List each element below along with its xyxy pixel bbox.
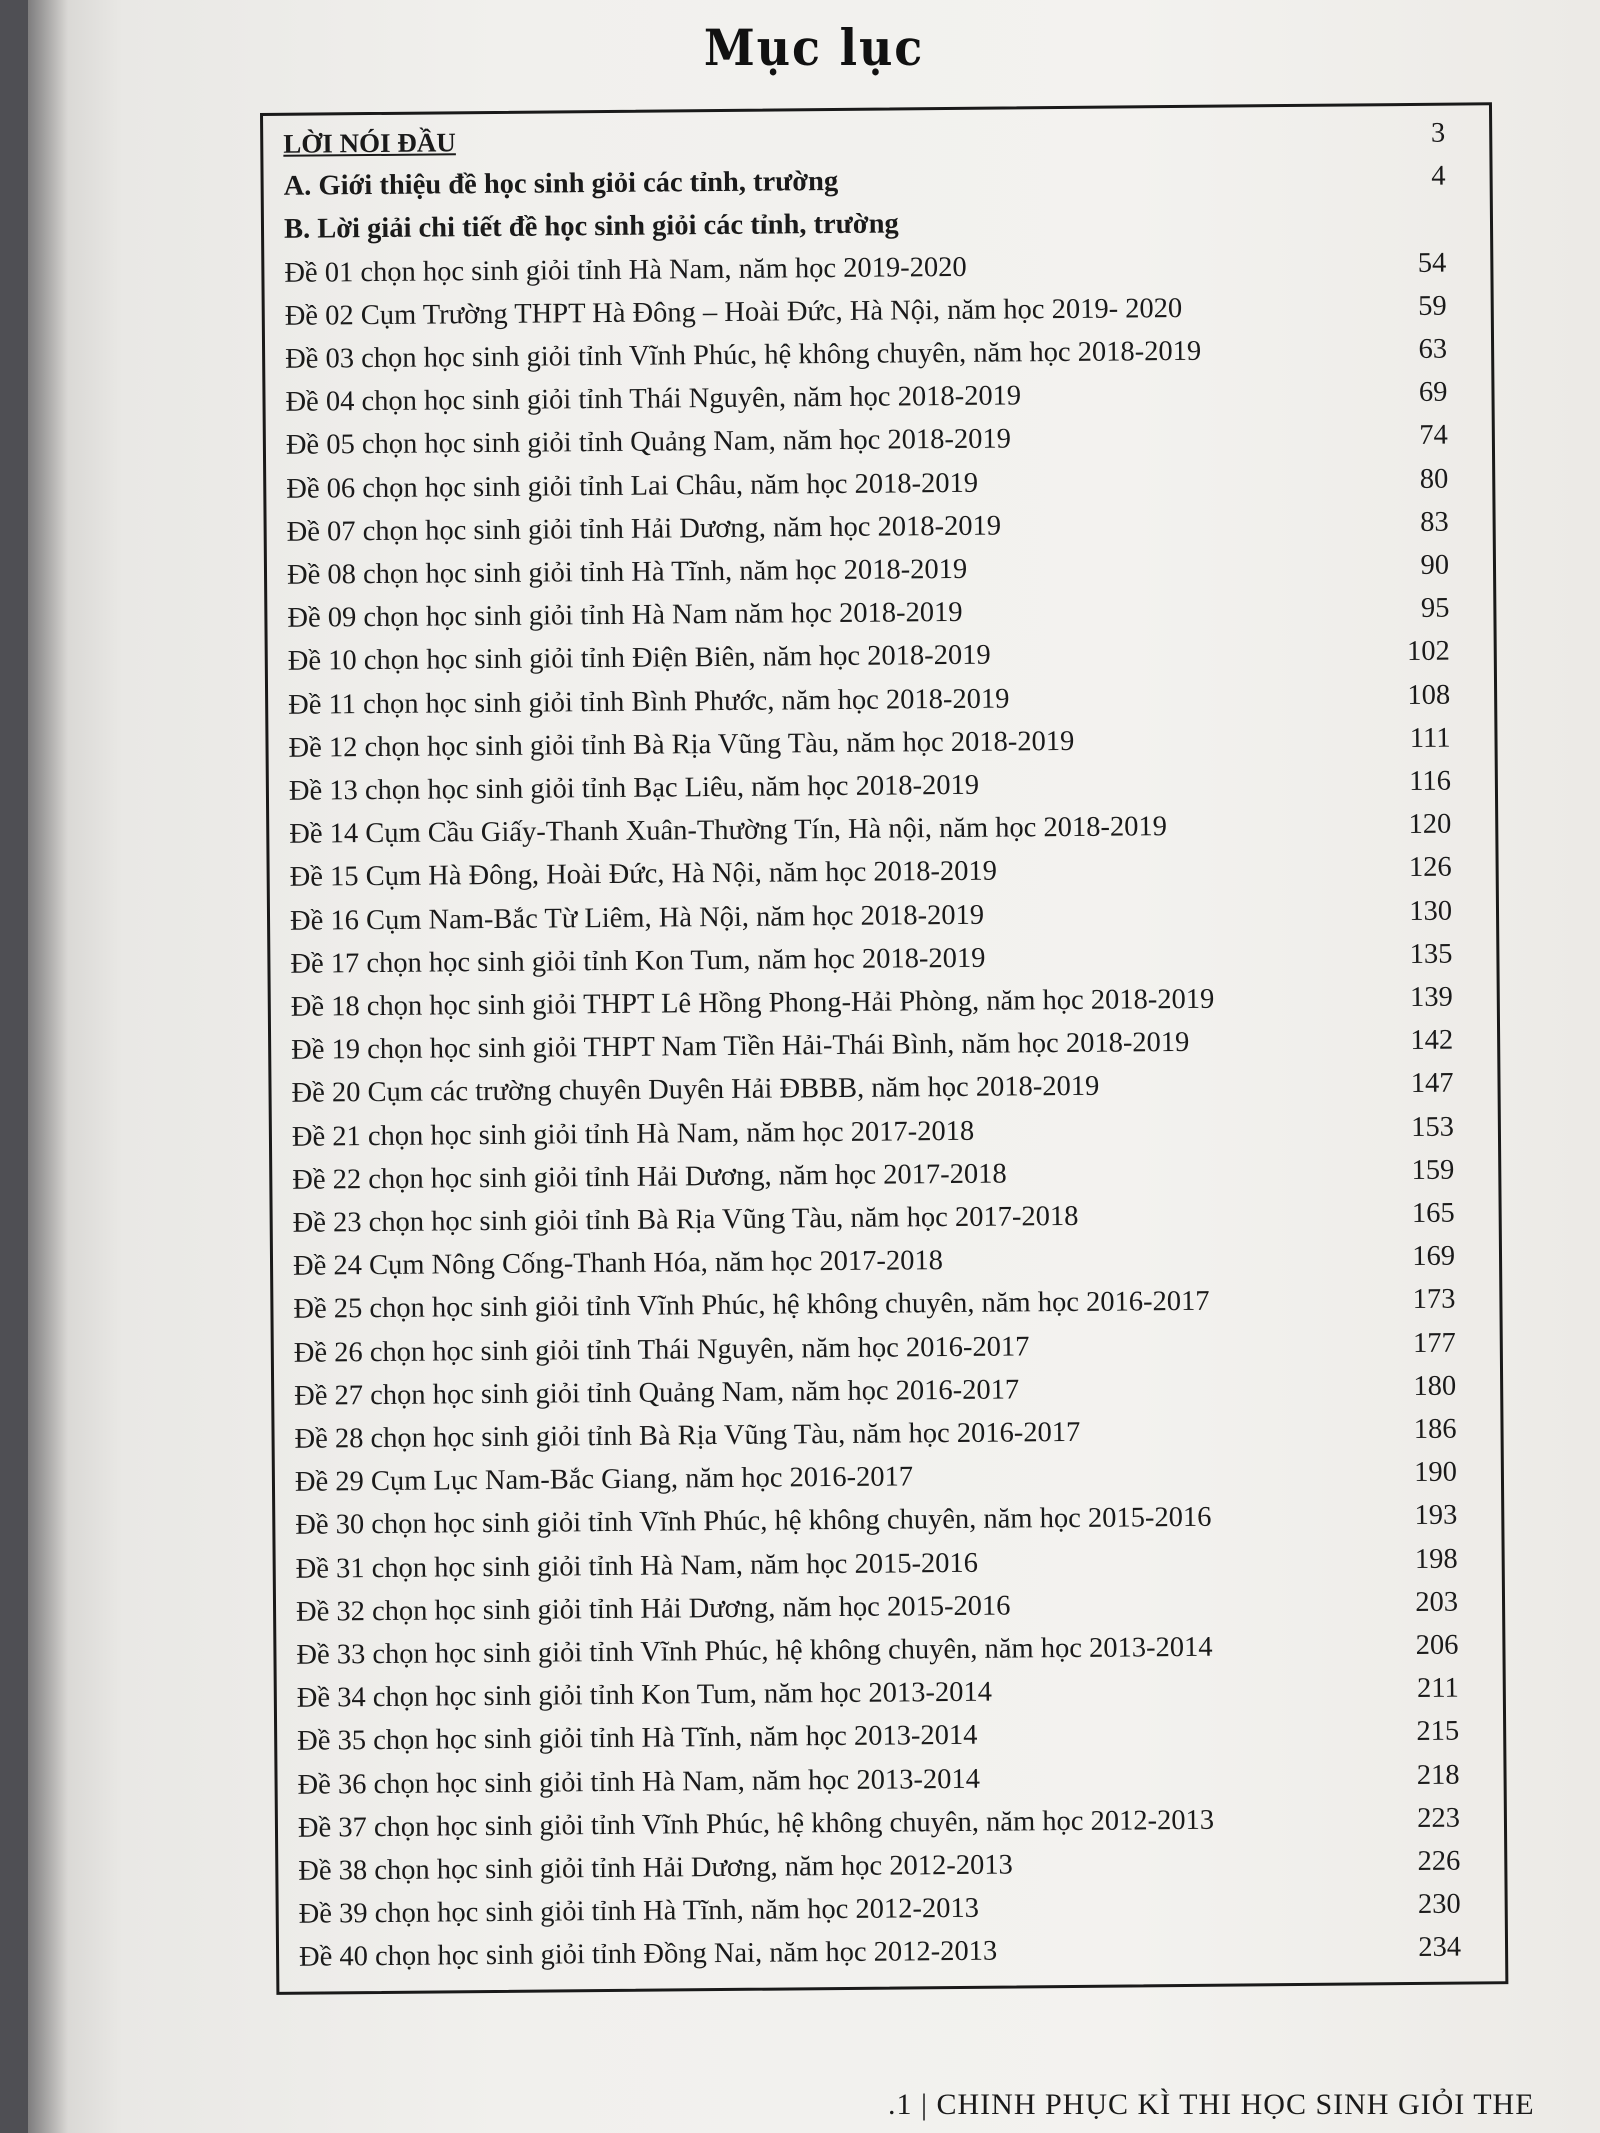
toc-entry-page: 142: [1410, 1024, 1454, 1057]
toc-entry: [288, 675, 1464, 725]
toc-entry-title: Đề 32 chọn học sinh giỏi tỉnh Hải Dương, năm học 2015-2016: [295, 1590, 1011, 1628]
toc-entry-page: 165: [1411, 1197, 1455, 1229]
toc-entry-title: Đề 27 chọn học sinh giỏi tỉnh Quảng Nam, năm học 2016-2017: [294, 1374, 1020, 1412]
toc-entry-page: 230: [1417, 1888, 1461, 1921]
toc-entry-page: 147: [1410, 1068, 1454, 1100]
toc-entry-title: Đề 21 chọn học sinh giỏi tỉnh Hà Nam, năm học 2017-2018: [291, 1115, 975, 1153]
book-page: [28, 0, 1600, 2133]
toc-entry: [293, 1280, 1469, 1330]
toc-entry-page: 193: [1414, 1499, 1458, 1532]
toc-entry-title: Đề 06 chọn học sinh giỏi tỉnh Lai Châu, năm học 2018-2019: [286, 467, 979, 505]
toc-entry: [284, 200, 1460, 250]
toc-entry-page: 139: [1409, 981, 1453, 1013]
toc-entry: [292, 1150, 1468, 1200]
toc-entry: [285, 330, 1461, 380]
toc-entry: [290, 891, 1466, 941]
toc-entry-title: Đề 12 chọn học sinh giỏi tỉnh Bà Rịa Vũng Tàu, năm học 2018-2019: [288, 725, 1075, 764]
toc-entry-title: Đề 22 chọn học sinh giỏi tỉnh Hải Dương, năm học 2017-2018: [292, 1158, 1007, 1196]
toc-entry-page: 153: [1411, 1111, 1455, 1143]
toc-entry-page: 108: [1407, 679, 1451, 711]
toc-entry: [291, 1064, 1467, 1114]
toc-entry: [288, 632, 1464, 682]
toc-entry-page: 234: [1418, 1931, 1462, 1964]
toc-entry-title: Đề 26 chọn học sinh giỏi tỉnh Thái Nguyên, năm học 2016-2017: [293, 1330, 1030, 1369]
toc-entry: [283, 157, 1459, 207]
toc-entry-title: Đề 17 chọn học sinh giỏi tỉnh Kon Tum, năm học 2018-2019: [290, 942, 986, 980]
toc-entry-page: 169: [1412, 1240, 1456, 1273]
toc-entry: [289, 805, 1465, 855]
toc-entry-page: 218: [1416, 1759, 1460, 1791]
toc-entry-title: Đề 16 Cụm Nam-Bắc Từ Liêm, Hà Nội, năm học 2018-2019: [289, 899, 985, 937]
toc-entry-page: 95: [1420, 592, 1450, 625]
toc-entry-title: Đề 13 chọn học sinh giỏi tỉnh Bạc Liêu, năm học 2018-2019: [288, 769, 980, 807]
toc-entry-page: 180: [1413, 1370, 1457, 1402]
toc-entry-title: LỜI NÓI ĐẦU: [283, 127, 456, 159]
toc-entry-page: 126: [1408, 852, 1452, 884]
toc-entry-page: 215: [1416, 1715, 1460, 1748]
toc-entry: [283, 114, 1459, 164]
toc-entry-page: 54: [1417, 247, 1447, 279]
toc-entry-page: 4: [1431, 160, 1446, 192]
toc-entry: [293, 1237, 1469, 1287]
toc-entry-page: 211: [1416, 1672, 1459, 1705]
toc-entry-title: Đề 28 chọn học sinh giỏi tỉnh Bà Rịa Vũng Tàu, năm học 2016-2017: [294, 1416, 1081, 1455]
toc-entry-title: Đề 05 chọn học sinh giỏi tỉnh Quảng Nam, năm học 2018-2019: [285, 423, 1012, 462]
toc-entry: [286, 459, 1462, 509]
toc-entry-title: Đề 01 chọn học sinh giỏi tỉnh Hà Nam, năm học 2019-2020: [284, 251, 967, 289]
toc-entry: [299, 1928, 1475, 1978]
toc-entry-page: 102: [1406, 636, 1450, 668]
toc-entry-title: Đề 15 Cụm Hà Đông, Hoài Đức, Hà Nội, năm học 2018-2019: [289, 855, 998, 894]
toc-entry: [284, 243, 1460, 293]
toc-entry: [287, 589, 1463, 639]
toc-entry: [295, 1453, 1471, 1503]
toc-entry-title: Đề 18 chọn học sinh giỏi THPT Lê Hồng Phong-Hải Phòng, năm học 2018-2019: [290, 983, 1215, 1023]
toc-entry: [294, 1366, 1470, 1416]
toc-entry-page: 203: [1415, 1586, 1459, 1618]
toc-entry: [296, 1539, 1472, 1589]
toc-entry-title: Đề 11 chọn học sinh giỏi tỉnh Bình Phước, năm học 2018-2019: [288, 683, 1010, 721]
toc-entry: [290, 848, 1466, 898]
toc-entry-title: Đề 10 chọn học sinh giỏi tỉnh Điện Biên, năm học 2018-2019: [287, 640, 991, 678]
toc-entry-page: 90: [1420, 549, 1450, 581]
toc-entry: [293, 1193, 1469, 1243]
toc-entry-title: Đề 40 chọn học sinh giỏi tỉnh Đồng Nai, năm học 2012-2013: [298, 1936, 998, 1974]
page-title: Mục lục: [703, 18, 925, 77]
toc-entry-title: Đề 39 chọn học sinh giỏi tỉnh Hà Tĩnh, năm học 2012-2013: [298, 1892, 980, 1930]
toc-entry: [285, 373, 1461, 423]
toc-entry-page: 177: [1412, 1327, 1456, 1359]
toc-entry-title: Đề 24 Cụm Nông Cống-Thanh Hóa, năm học 2017-2018: [292, 1245, 944, 1282]
toc-entry: [292, 1107, 1468, 1157]
toc-entry-page: 186: [1413, 1413, 1457, 1445]
toc-entry-title: Đề 23 chọn học sinh giỏi tỉnh Bà Rịa Vũng Tàu, năm học 2017-2018: [292, 1200, 1079, 1239]
toc-entry: [291, 1021, 1467, 1071]
toc-entry-title: Đề 08 chọn học sinh giỏi tỉnh Hà Tĩnh, năm học 2018-2019: [286, 553, 968, 591]
toc-entry-page: [1366, 200, 1446, 201]
table-of-contents: [260, 102, 1508, 1995]
toc-entry-title: Đề 31 chọn học sinh giỏi tỉnh Hà Nam, năm học 2015-2016: [295, 1547, 979, 1585]
toc-entry-page: 190: [1414, 1456, 1458, 1489]
toc-entry-page: 206: [1415, 1629, 1459, 1661]
toc-entry: [297, 1712, 1473, 1762]
toc-entry-page: 226: [1417, 1845, 1461, 1877]
toc-entry-page: 83: [1419, 506, 1449, 538]
toc-entry-title: Đề 14 Cụm Cầu Giấy-Thanh Xuân-Thường Tín, Hà nội, năm học 2018-2019: [289, 811, 1168, 850]
toc-entry-title: Đề 19 chọn học sinh giỏi THPT Nam Tiền Hải-Thái Bình, năm học 2018-2019: [291, 1027, 1190, 1066]
toc-entry: [296, 1625, 1472, 1675]
toc-entry-page: 63: [1418, 333, 1448, 365]
toc-entry-page: 59: [1418, 290, 1447, 322]
toc-entry: [294, 1409, 1470, 1459]
toc-entry-title: Đề 04 chọn học sinh giỏi tỉnh Thái Nguyên, năm học 2018-2019: [285, 380, 1022, 418]
toc-entry-page: 130: [1409, 895, 1453, 927]
page-gutter-shadow: [28, 0, 68, 2133]
toc-entry-page: 159: [1411, 1154, 1455, 1186]
toc-entry-title: Đề 34 chọn học sinh giỏi tỉnh Kon Tum, năm học 2013-2014: [296, 1676, 993, 1714]
toc-entry-title: Đề 33 chọn học sinh giỏi tỉnh Vĩnh Phúc, hệ không chuyên, năm học 2013-2014: [296, 1631, 1213, 1671]
toc-entry: [294, 1323, 1470, 1373]
toc-entry: [286, 416, 1462, 466]
toc-entry-title: Đề 07 chọn học sinh giỏi tỉnh Hải Dương, năm học 2018-2019: [286, 510, 1002, 548]
toc-entry: [297, 1755, 1473, 1805]
toc-entry-page: 173: [1412, 1284, 1456, 1316]
toc-entry-page: 69: [1418, 376, 1448, 409]
toc-entry-title: Đề 09 chọn học sinh giỏi tỉnh Hà Nam năm học 2018-2019: [287, 597, 963, 634]
toc-entry: [296, 1582, 1472, 1632]
toc-entry: [295, 1496, 1471, 1546]
toc-entry-title: B. Lời giải chi tiết đề học sinh giỏi các tỉnh, trường: [283, 208, 899, 246]
toc-entry: [297, 1669, 1473, 1719]
toc-entry-title: Đề 36 chọn học sinh giỏi tỉnh Hà Nam, năm học 2013-2014: [297, 1763, 981, 1801]
toc-entry-title: Đề 20 Cụm các trường chuyên Duyên Hải ĐBBB, năm học 2018-2019: [291, 1071, 1100, 1110]
toc-entry-title: Đề 37 chọn học sinh giỏi tỉnh Vĩnh Phúc, hệ không chuyên, năm học 2012-2013: [297, 1804, 1215, 1844]
running-footer: .1 | CHINH PHỤC KÌ THI HỌC SINH GIỎI THE: [888, 2088, 1535, 2121]
toc-entry-page: 198: [1414, 1543, 1458, 1575]
toc-entry-title: Đề 29 Cụm Lục Nam-Bắc Giang, năm học 2016-2017: [294, 1461, 914, 1498]
toc-entry-page: 223: [1417, 1802, 1461, 1834]
toc-entry-page: 80: [1419, 463, 1449, 495]
toc-entry: [287, 546, 1463, 596]
toc-entry: [288, 718, 1464, 768]
toc-entry-title: Đề 02 Cụm Trường THPT Hà Đông – Hoài Đức, Hà Nội, năm học 2019- 2020: [284, 292, 1183, 332]
toc-entry: [285, 286, 1461, 336]
toc-entry-title: Đề 38 chọn học sinh giỏi tỉnh Hải Dương, năm học 2012-2013: [298, 1849, 1013, 1887]
toc-entry-title: Đề 30 chọn học sinh giỏi tỉnh Vĩnh Phúc, hệ không chuyên, năm học 2015-2016: [295, 1502, 1212, 1542]
toc-entry-page: 116: [1409, 765, 1452, 797]
toc-entry: [289, 762, 1465, 812]
toc-entry: [290, 934, 1466, 984]
toc-entry-page: 120: [1408, 808, 1452, 841]
toc-entry-page: 111: [1409, 722, 1451, 754]
toc-entry: [299, 1885, 1475, 1935]
toc-entry-title: Đề 25 chọn học sinh giỏi tỉnh Vĩnh Phúc, hệ không chuyên, năm học 2016-2017: [293, 1286, 1210, 1326]
toc-entry-title: Đề 35 chọn học sinh giỏi tỉnh Hà Tĩnh, năm học 2013-2014: [297, 1720, 978, 1758]
toc-entry: [286, 502, 1462, 552]
toc-entry-page: 135: [1409, 938, 1453, 970]
toc-entry-title: Đề 03 chọn học sinh giỏi tỉnh Vĩnh Phúc, hệ không chuyên, năm học 2018-2019: [285, 335, 1202, 375]
toc-entry-page: 74: [1419, 420, 1448, 452]
toc-entry-title: A. Giới thiệu đề học sinh giỏi các tỉnh, trường: [283, 166, 839, 202]
toc-entry: [298, 1798, 1474, 1848]
toc-entry: [291, 978, 1467, 1028]
toc-entry-page: 3: [1430, 117, 1446, 149]
toc-entry: [298, 1841, 1474, 1891]
